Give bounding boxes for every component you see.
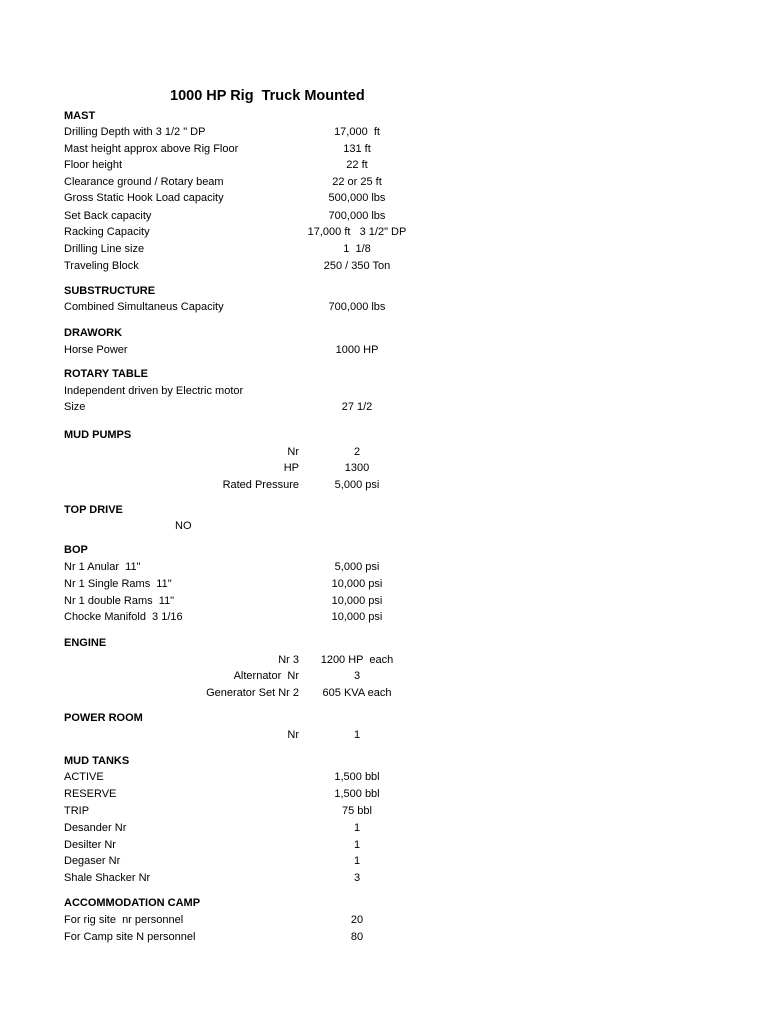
- spec-value: 1,500 bbl: [334, 788, 380, 800]
- spec-label: Nr: [287, 729, 299, 741]
- spec-row: [0, 460, 768, 476]
- spec-label: Nr 1 Anular 11": [64, 561, 141, 573]
- section-heading: MAST: [64, 110, 96, 122]
- spec-label: Combined Simultaneus Capacity: [64, 301, 224, 313]
- spec-row: [0, 769, 768, 785]
- spec-value: 5,000 psi: [334, 479, 380, 491]
- spec-label: Nr: [287, 446, 299, 458]
- spec-value: 1: [353, 729, 361, 741]
- spec-label: Nr 1 Single Rams 11": [64, 578, 172, 590]
- spec-label: Independent driven by Electric motor: [64, 385, 244, 397]
- spec-label: Shale Shacker Nr: [64, 872, 151, 884]
- spec-value: 500,000 lbs: [328, 192, 386, 204]
- spec-row: [0, 820, 768, 836]
- spec-row: [0, 929, 768, 945]
- spec-row: [0, 190, 768, 206]
- spec-value: 3: [353, 670, 361, 682]
- spec-value: 5,000 psi: [334, 561, 380, 573]
- spec-row: [0, 853, 768, 869]
- section-rotary-table: [0, 366, 768, 382]
- spec-row: [0, 652, 768, 668]
- spec-value: 22 ft: [346, 159, 368, 171]
- spec-row: [0, 299, 768, 315]
- spec-value: 1200 HP each: [320, 654, 394, 666]
- spec-row: [0, 258, 768, 274]
- spec-note: NO: [175, 520, 192, 532]
- section-accommodation-camp: [0, 895, 768, 911]
- section-heading: BOP: [64, 544, 88, 556]
- spec-label: Generator Set Nr 2: [206, 687, 299, 699]
- section-heading: ACCOMMODATION CAMP: [64, 897, 201, 909]
- spec-value: 131 ft: [343, 143, 371, 155]
- spec-row: [0, 870, 768, 886]
- section-bop: [0, 542, 768, 558]
- section-heading: TOP DRIVE: [64, 504, 123, 516]
- section-heading: MUD PUMPS: [64, 429, 132, 441]
- section-heading: POWER ROOM: [64, 712, 143, 724]
- spec-value: 1300: [344, 462, 370, 474]
- spec-row: [0, 518, 768, 534]
- section-mast: [0, 108, 768, 124]
- spec-row: [0, 576, 768, 592]
- spec-label: Chocke Manifold 3 1/16: [64, 611, 183, 623]
- spec-value: 1000 HP: [335, 344, 379, 356]
- spec-value: 700,000 lbs: [328, 210, 386, 222]
- spec-label: Alternator Nr: [233, 670, 299, 682]
- spec-label: Desilter Nr: [64, 839, 116, 851]
- spec-label: Traveling Block: [64, 260, 139, 272]
- spec-row: [0, 342, 768, 358]
- section-mud-tanks: [0, 753, 768, 769]
- spec-value: 27 1/2: [341, 401, 373, 413]
- spec-row: [0, 477, 768, 493]
- section-drawork: [0, 325, 768, 341]
- spec-row: [0, 803, 768, 819]
- spec-value: 17,000 ft 3 1/2" DP: [307, 226, 407, 238]
- spec-value: 2: [353, 446, 361, 458]
- spec-row: [0, 157, 768, 173]
- spec-value: 1 1/8: [343, 243, 371, 255]
- spec-label: Nr 3: [278, 654, 299, 666]
- spec-row: [0, 786, 768, 802]
- spec-row: [0, 208, 768, 224]
- spec-label: Floor height: [64, 159, 123, 171]
- spec-label: Racking Capacity: [64, 226, 150, 238]
- spec-value: 3: [353, 872, 361, 884]
- spec-value: 1: [353, 822, 361, 834]
- spec-label: HP: [283, 462, 299, 474]
- spec-row: [0, 912, 768, 928]
- spec-label: Drilling Depth with 3 1/2 " DP: [64, 126, 206, 138]
- spec-value: 1: [353, 855, 361, 867]
- spec-label: Rated Pressure: [222, 479, 299, 491]
- spec-row: [0, 141, 768, 157]
- section-top-drive: [0, 502, 768, 518]
- spec-row: [0, 241, 768, 257]
- spec-value: 10,000 psi: [331, 611, 383, 623]
- spec-label: Set Back capacity: [64, 210, 152, 222]
- spec-label: Mast height approx above Rig Floor: [64, 143, 239, 155]
- spec-label: Horse Power: [64, 344, 128, 356]
- page-title: 1000 HP Rig Truck Mounted: [170, 88, 365, 104]
- spec-row: [0, 559, 768, 575]
- section-power-room: [0, 710, 768, 726]
- spec-value: 605 KVA each: [322, 687, 392, 699]
- spec-label: Clearance ground / Rotary beam: [64, 176, 224, 188]
- section-heading: ENGINE: [64, 637, 107, 649]
- spec-value: 10,000 psi: [331, 578, 383, 590]
- section-mud-pumps: [0, 427, 768, 443]
- spec-value: 80: [350, 931, 364, 943]
- section-substructure: [0, 283, 768, 299]
- spec-label: For Camp site N personnel: [64, 931, 196, 943]
- section-heading: SUBSTRUCTURE: [64, 285, 156, 297]
- spec-row: [0, 593, 768, 609]
- spec-row: [0, 174, 768, 190]
- spec-value: 250 / 350 Ton: [323, 260, 391, 272]
- spec-value: 20: [350, 914, 364, 926]
- spec-value: 22 or 25 ft: [332, 176, 382, 188]
- spec-label: Desander Nr: [64, 822, 127, 834]
- spec-row: [0, 837, 768, 853]
- spec-label: For rig site nr personnel: [64, 914, 184, 926]
- spec-value: 700,000 lbs: [328, 301, 386, 313]
- spec-label: Degaser Nr: [64, 855, 121, 867]
- spec-row: [0, 668, 768, 684]
- spec-row: [0, 124, 768, 140]
- spec-value: 17,000 ft: [334, 126, 380, 138]
- spec-row: [0, 727, 768, 743]
- spec-row: [0, 444, 768, 460]
- spec-row: [0, 609, 768, 625]
- section-heading: ROTARY TABLE: [64, 368, 148, 380]
- spec-label: TRIP: [64, 805, 90, 817]
- spec-label: Drilling Line size: [64, 243, 145, 255]
- section-heading: MUD TANKS: [64, 755, 130, 767]
- spec-row: [0, 685, 768, 701]
- spec-label: Size: [64, 401, 86, 413]
- spec-label: Gross Static Hook Load capacity: [64, 192, 224, 204]
- spec-value: 1,500 bbl: [334, 771, 380, 783]
- spec-label: Nr 1 double Rams 11": [64, 595, 175, 607]
- spec-row: [0, 224, 768, 240]
- section-engine: [0, 635, 768, 651]
- spec-value: 10,000 psi: [331, 595, 383, 607]
- spec-label: RESERVE: [64, 788, 117, 800]
- spec-row: [0, 383, 768, 399]
- spec-value: 1: [353, 839, 361, 851]
- spec-row: [0, 399, 768, 415]
- spec-label: ACTIVE: [64, 771, 104, 783]
- spec-value: 75 bbl: [342, 805, 372, 817]
- section-heading: DRAWORK: [64, 327, 123, 339]
